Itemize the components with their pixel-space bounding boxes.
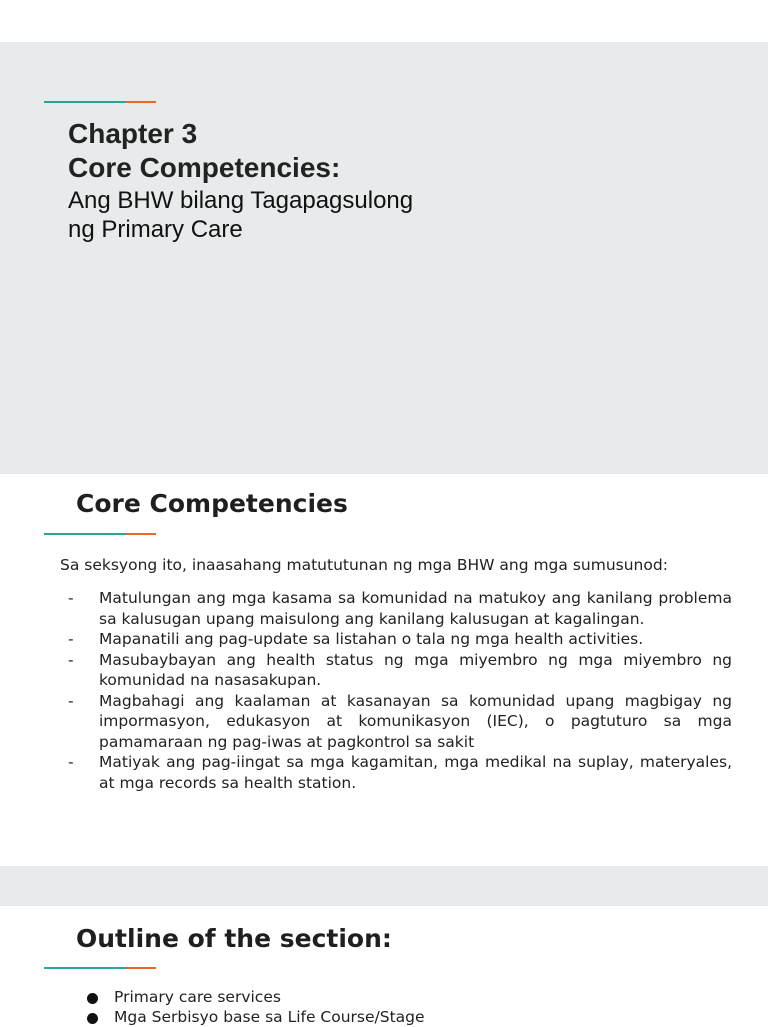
dash-marker: - (68, 629, 74, 650)
accent-rule-teal (44, 533, 126, 535)
chapter-heading (68, 117, 340, 185)
list-item (68, 588, 732, 629)
accent-rule-teal (44, 967, 126, 969)
dash-marker: - (68, 752, 74, 773)
accent-rule (44, 533, 156, 535)
list-item-text: Primary care services (114, 988, 281, 1006)
chapter-title-slide (0, 42, 768, 474)
dash-marker: - (68, 588, 74, 609)
list-item (68, 650, 732, 691)
list-item-text: Mga Serbisyo base sa Life Course/Stage (114, 1008, 425, 1026)
subtitle-line-1: Ang BHW bilang Tagapagsulong (68, 186, 413, 215)
outline-list (86, 988, 425, 1027)
list-item-text: Masubaybayan ang health status ng mga miyembro ng mga miyembro ng komunidad na nasasakupan. (99, 651, 732, 690)
dash-marker: - (68, 650, 74, 671)
accent-rule-orange (126, 533, 156, 535)
list-item (68, 629, 732, 650)
list-item (86, 1008, 425, 1027)
accent-rule-orange (126, 967, 156, 969)
chapter-subtitle (68, 186, 413, 244)
list-item-text: Mapanatili ang pag-update sa listahan o tala ng mga health activities. (99, 630, 643, 648)
list-item (68, 752, 732, 793)
accent-rule (44, 101, 156, 103)
top-margin (0, 0, 768, 42)
list-item-text: Matulungan ang mga kasama sa komunidad na matukoy ang kanilang problema sa kalusugan upang maisulong ang kanilang kalusugan at kagalingan. (99, 589, 732, 628)
list-item-text: Magbahagi ang kaalaman at kasanayan sa komunidad upang magbigay ng impormasyon, edukasyon at komunikasyon (IEC), o pagtuturo sa mga pamamaraan ng pag-iwas at pagkontrol sa sakit (99, 692, 732, 751)
section-intro: Sa seksyong ito, inaasahang matututunan ng mga BHW ang mga sumusunod: (60, 556, 740, 574)
list-item (86, 988, 425, 1008)
bullet-icon (87, 1013, 98, 1024)
outline-slide (0, 906, 768, 1024)
accent-rule-orange (126, 101, 156, 103)
chapter-title: Core Competencies: (68, 151, 340, 185)
bullet-icon (87, 993, 98, 1004)
competency-list (68, 588, 732, 793)
accent-rule-teal (44, 101, 126, 103)
section-title: Core Competencies (76, 489, 348, 518)
slide-separator (0, 866, 768, 906)
chapter-number: Chapter 3 (68, 117, 340, 151)
list-item (68, 691, 732, 753)
section-title: Outline of the section: (76, 924, 392, 953)
dash-marker: - (68, 691, 74, 712)
accent-rule (44, 967, 156, 969)
core-competencies-slide (0, 474, 768, 866)
subtitle-line-2: ng Primary Care (68, 215, 413, 244)
list-item-text: Matiyak ang pag-iingat sa mga kagamitan, mga medikal na suplay, materyales, at mga records sa health station. (99, 753, 732, 792)
